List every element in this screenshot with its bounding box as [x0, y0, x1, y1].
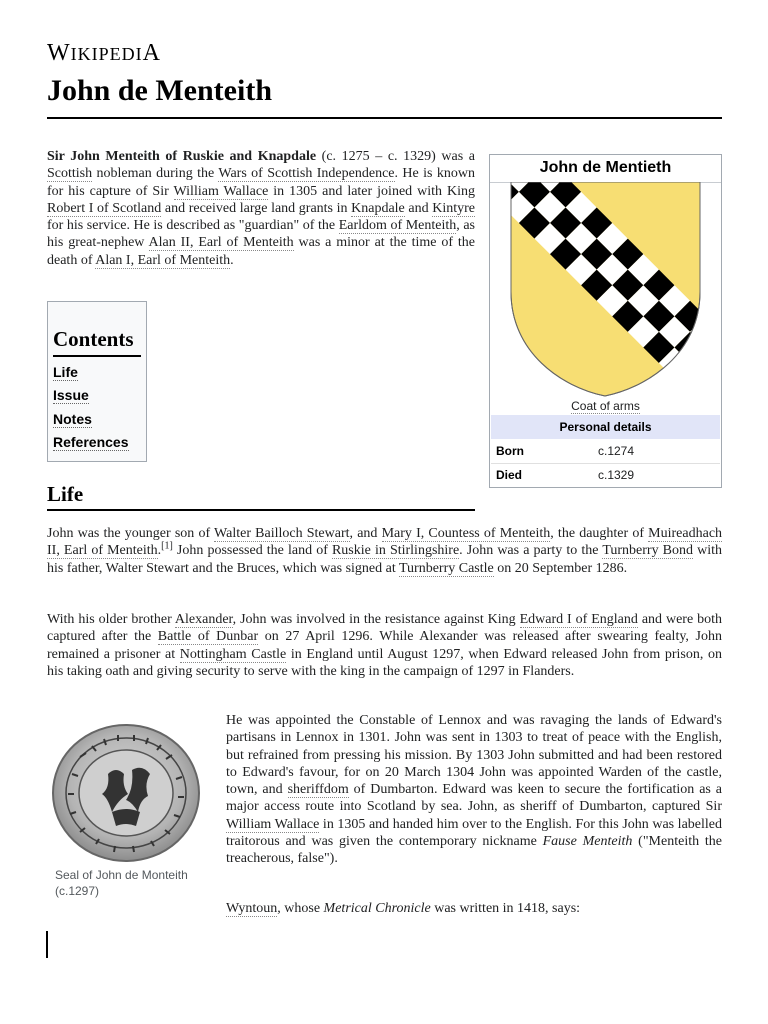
infobox-label-born: Born: [496, 444, 524, 458]
toc-item-life[interactable]: Life: [53, 364, 78, 380]
link-turnberry-bond[interactable]: Turnberry Bond: [602, 543, 694, 559]
infobox-value-died: c.1329: [598, 468, 635, 482]
reference-1[interactable]: [1]: [161, 540, 173, 552]
toc-item-issue[interactable]: Issue: [53, 387, 89, 403]
link-sheriffdom[interactable]: sheriffdom: [287, 782, 349, 798]
link-william-wallace-2[interactable]: William Wallace: [226, 816, 320, 832]
link-alexander[interactable]: Alexander: [174, 612, 233, 627]
link-scottish[interactable]: Scottish: [47, 166, 93, 182]
link-wars-of-scottish-independence[interactable]: Wars of Scottish Independence: [218, 166, 395, 182]
toc-item-notes[interactable]: Notes: [53, 411, 92, 427]
link-robert-i[interactable]: Robert I of Scotland: [47, 200, 162, 216]
shield-check: [690, 347, 702, 378]
shield-check: [674, 363, 702, 394]
seal-image[interactable]: [50, 722, 202, 864]
link-walter-bailloch-stewart[interactable]: Walter Bailloch Stewart: [214, 526, 350, 541]
seal-caption: Seal of John de Monteith (c.1297): [55, 868, 188, 898]
toc-title: Contents: [53, 327, 134, 351]
section-heading-life: Life: [47, 482, 84, 506]
wordmark-middle: IKIPEDI: [70, 44, 143, 64]
infobox-label-died: Died: [496, 468, 523, 482]
link-william-wallace[interactable]: William Wallace: [173, 183, 269, 199]
infobox: [489, 154, 722, 488]
infobox-caption[interactable]: [490, 399, 721, 413]
page-title: John de Menteith: [47, 74, 272, 107]
toc-item-references[interactable]: References: [53, 434, 129, 450]
table-of-contents: [47, 301, 147, 462]
link-knapdale[interactable]: Knapdale: [351, 200, 405, 216]
infobox-section-header: Personal details: [491, 415, 720, 439]
link-ruskie[interactable]: Ruskie in Stirlingshire: [331, 543, 460, 559]
title-underline: [47, 117, 722, 119]
link-kintyre[interactable]: Kintyre: [432, 200, 475, 216]
link-alan-ii[interactable]: Alan II, Earl of Menteith: [148, 235, 294, 251]
link-edward-i[interactable]: Edward I of England: [519, 612, 638, 627]
link-turnberry-castle[interactable]: Turnberry Castle: [398, 560, 494, 576]
life-paragraph-2: With his older brother Alexander, John was involved in the resistance against King Edward I of England and were both captured after the Battle of Dunbar on 27 April 1296. While Alexander was released after swearing fealty, John remained a prisoner at Nottingham Castle in England until August 1297, when Edward released John from prison, on his taking oath and giving security to serve with the king in the campaign of 1297 in Flanders.: [47, 612, 722, 679]
link-muireadhach-ii[interactable]: Muireadhach II, Earl of Menteith: [47, 526, 723, 559]
infobox-value-born: c.1274: [598, 444, 635, 458]
text-cursor: [46, 931, 48, 958]
coat-of-arms-image[interactable]: [509, 182, 702, 398]
life-paragraph-3: He was appointed the Constable of Lennox and was ravaging the lands of Edward's partisans in Lennox in 1301. John was sent in 1303 to treat of peace with the English, but refrained from pressing his mission. By 1303 John submitted and had been restored to Edward's favour, for on 20 March 1304 John was appointed Warden of the castle, town, and sheriffdom of Dumbarton. Edward was keen to secure the fortification as a major access route into Scotland by sea. John, as sheriff of Dumbarton, captured Sir William Wallace in 1305 and handed him over to the English. For this John was labelled traitorous and was given the contemporary nickname Fause Menteith ("Menteith the treacherous, false").: [226, 713, 723, 867]
link-earldom-of-menteith[interactable]: Earldom of Menteith: [338, 218, 457, 234]
link-alan-i[interactable]: Alan I, Earl of Menteith: [95, 252, 231, 268]
life-paragraph-4: Wyntoun, whose Metrical Chronicle was written in 1418, says:: [226, 901, 581, 916]
toc-title-underline: [53, 355, 141, 357]
lead-bold-name: Sir John Menteith of Ruskie and Knapdale: [47, 149, 317, 164]
section-underline: [47, 509, 475, 511]
metrical-chronicle-italic: Metrical Chronicle: [323, 901, 431, 916]
wordmark-a: A: [142, 40, 161, 66]
link-wyntoun[interactable]: Wyntoun: [226, 901, 278, 916]
wikipedia-wordmark[interactable]: [47, 40, 161, 67]
wordmark-w: W: [47, 40, 71, 66]
nickname-italic: Fause Menteith: [542, 834, 633, 850]
coat-of-arms-link[interactable]: Coat of arms: [571, 399, 640, 413]
link-battle-of-dunbar[interactable]: Battle of Dunbar: [157, 629, 259, 645]
life-paragraph-1: John was the younger son of Walter Bailloch Stewart, and Mary I, Countess of Menteith, the daughter of Muireadhach II, Earl of Menteith.[1] John possessed the land of Ruskie in Stirlingshire. John was a party to the Turnberry Bond with his father, Walter Stewart and the Bruces, which was signed at Turnberry Castle on 20 September 1286.: [47, 526, 723, 576]
link-mary-i[interactable]: Mary I, Countess of Menteith: [381, 526, 551, 541]
lead-paragraph: Sir John Menteith of Ruskie and Knapdale (c. 1275 – c. 1329) was a Scottish nobleman during the Wars of Scottish Independence. He is known for his capture of Sir William Wallace in 1305 and later joined with King Robert I of Scotland and received large land grants in Knapdale and Kintyre for his service. He is described as "guardian" of the Earldom of Menteith, as his great-nephew Alan II, Earl of Menteith was a minor at the time of the death of Alan I, Earl of Menteith.: [47, 149, 476, 268]
infobox-title: John de Mentieth: [539, 159, 672, 176]
link-nottingham-castle[interactable]: Nottingham Castle: [179, 646, 287, 662]
infobox-row-divider: [491, 463, 720, 464]
